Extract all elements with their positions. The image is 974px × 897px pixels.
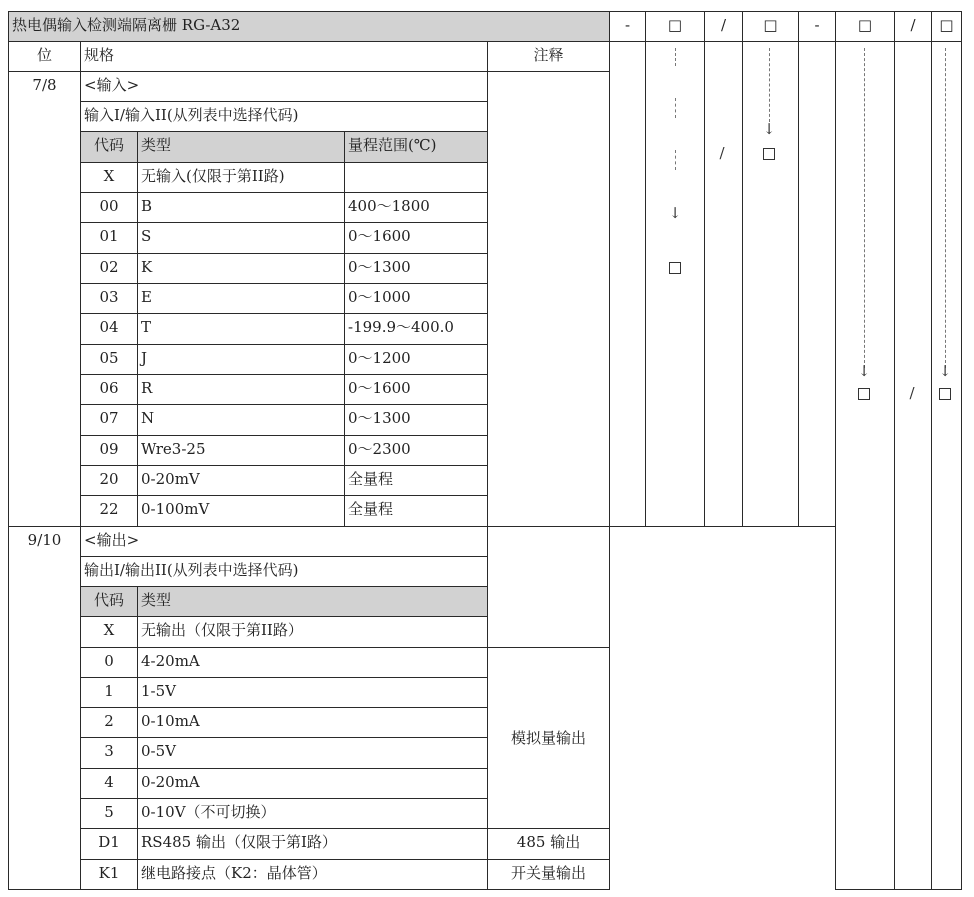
code-cell: □ (742, 11, 799, 42)
dashed-guide-line (864, 48, 865, 368)
dashed-guide-line (675, 98, 676, 118)
code-cell: / (894, 11, 932, 42)
row-type: Wre3-25 (137, 435, 345, 466)
code-cell: □ (645, 11, 705, 42)
row-code: D1 (80, 828, 138, 860)
code-box-icon (939, 386, 951, 404)
row-type: N (137, 404, 345, 436)
note-blank (487, 526, 610, 648)
row-type: 无输入(仅限于第II路) (137, 162, 345, 193)
note-blank (487, 71, 610, 527)
row-code: X (80, 162, 138, 193)
row-type: 继电路接点（K2：晶体管） (137, 859, 488, 890)
diagram-column (742, 41, 799, 527)
dashed-guide-line (675, 150, 676, 170)
row-range: 0～1300 (344, 253, 488, 284)
section-heading: <输入> (80, 71, 488, 102)
section-subheading: 输入I/输入II(从列表中选择代码) (80, 101, 488, 132)
row-range: 全量程 (344, 495, 488, 527)
row-code: 07 (80, 404, 138, 436)
row-range: 0～1600 (344, 222, 488, 254)
row-range: 全量程 (344, 465, 488, 496)
diagram-column (704, 41, 743, 527)
row-type: 0-10V（不可切换） (137, 798, 488, 829)
row-code: X (80, 616, 138, 648)
row-code: 20 (80, 465, 138, 496)
arrow-down-icon: ↓ (938, 362, 952, 380)
row-type: E (137, 283, 345, 314)
row-range: 0～1000 (344, 283, 488, 314)
code-cell: - (609, 11, 646, 42)
dashed-guide-line (769, 48, 770, 122)
row-code: 03 (80, 283, 138, 314)
row-type: 无输出（仅限于第II路） (137, 616, 488, 648)
row-range (344, 162, 488, 193)
row-type: R (137, 374, 345, 405)
arrow-down-icon: ↓ (762, 120, 776, 138)
note-rs485: 485 输出 (487, 828, 610, 860)
row-type: 0-100mV (137, 495, 345, 527)
arrow-down-icon: ↓ (857, 362, 871, 380)
column-position: 位 (8, 41, 81, 72)
row-code: 06 (80, 374, 138, 405)
row-type: 0-10mA (137, 707, 488, 738)
row-type: RS485 输出（仅限于第I路） (137, 828, 488, 860)
row-code: 4 (80, 768, 138, 799)
diagram-column (894, 41, 932, 890)
code-cell: - (798, 11, 836, 42)
row-code: 0 (80, 647, 138, 678)
slash-separator: / (719, 144, 725, 162)
diagram-column (931, 41, 962, 890)
code-box-icon (669, 260, 681, 278)
dashed-guide-line (675, 48, 676, 66)
section-subheading: 输出I/输出II(从列表中选择代码) (80, 556, 488, 587)
row-range: 0～1200 (344, 344, 488, 375)
note-analog: 模拟量输出 (487, 647, 610, 829)
row-code: 02 (80, 253, 138, 284)
header-type: 类型 (137, 131, 345, 163)
row-code: 05 (80, 344, 138, 375)
row-type: 1-5V (137, 677, 488, 708)
column-spec: 规格 (80, 41, 488, 72)
row-code: 00 (80, 192, 138, 223)
dashed-guide-line (945, 48, 946, 368)
row-code: 01 (80, 222, 138, 254)
code-cell: □ (835, 11, 895, 42)
section-heading: <输出> (80, 526, 488, 557)
row-type: 0-20mV (137, 465, 345, 496)
row-type: 4-20mA (137, 647, 488, 678)
code-cell: / (704, 11, 743, 42)
header-range: 量程范围(℃) (344, 131, 488, 163)
note-switch: 开关量输出 (487, 859, 610, 890)
row-type: B (137, 192, 345, 223)
position-label: 9/10 (8, 526, 81, 890)
diagram-column (798, 41, 836, 527)
row-code: 1 (80, 677, 138, 708)
row-range: 0～1300 (344, 404, 488, 436)
row-range: 400～1800 (344, 192, 488, 223)
row-range: -199.9～400.0 (344, 313, 488, 345)
row-type: S (137, 222, 345, 254)
row-type: 0-20mA (137, 768, 488, 799)
row-range: 0～2300 (344, 435, 488, 466)
diagram-column (609, 41, 646, 527)
row-code: 04 (80, 313, 138, 345)
code-box-icon (858, 386, 870, 404)
row-code: 2 (80, 707, 138, 738)
row-code: 5 (80, 798, 138, 829)
row-code: K1 (80, 859, 138, 890)
code-cell: □ (931, 11, 962, 42)
header-type: 类型 (137, 586, 488, 617)
document-title: 热电偶输入检测端隔离栅 RG-A32 (8, 11, 610, 42)
header-code: 代码 (80, 586, 138, 617)
row-type: 0-5V (137, 737, 488, 769)
row-type: J (137, 344, 345, 375)
position-label: 7/8 (8, 71, 81, 527)
code-box-icon (763, 146, 775, 164)
arrow-down-icon: ↓ (668, 204, 682, 222)
row-code: 22 (80, 495, 138, 527)
row-code: 09 (80, 435, 138, 466)
column-note: 注释 (487, 41, 610, 72)
row-range: 0～1600 (344, 374, 488, 405)
slash-separator: / (909, 384, 915, 402)
header-code: 代码 (80, 131, 138, 163)
row-code: 3 (80, 737, 138, 769)
row-type: K (137, 253, 345, 284)
row-type: T (137, 313, 345, 345)
diagram-column (835, 41, 895, 890)
